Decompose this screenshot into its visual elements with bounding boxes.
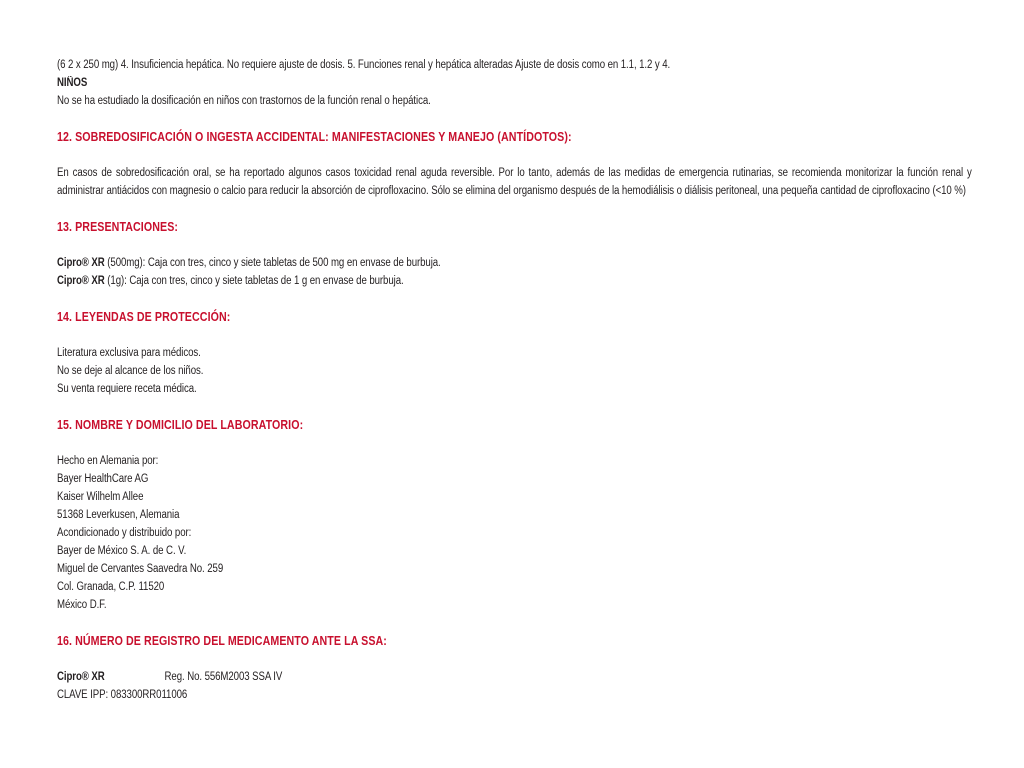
presentation-item <box>57 272 826 290</box>
presentation-brand: Cipro® XR <box>57 257 105 269</box>
document-page <box>57 56 972 704</box>
laboratory-address-line: México D.F. <box>57 599 107 611</box>
section-12-text: En casos de sobredosificación oral, se ha reportado algunos casos toxicidad renal aguda reversible. Por lo tanto, además de las medidas de emergencia rutinarias, se recomienda monitorizar la función renal y administrar antiácidos con magnesio o calcio para reducir la absorción de ciprofloxacino. Sólo se elimina del organismo después de la hemodiálisis o diálisis peritoneal, una pequeña cantidad de ciprofloxacino (<10 %) <box>57 167 972 197</box>
registration-row <box>57 668 826 686</box>
laboratory-address-line: Miguel de Cervantes Saavedra No. 259 <box>57 563 224 575</box>
protection-legend-line: Su venta requiere receta médica. <box>57 383 197 395</box>
presentation-text: Caja con tres, cinco y siete tabletas de 500 mg en envase de burbuja. <box>145 257 441 269</box>
registration-number: Reg. No. 556M2003 SSA IV <box>164 671 283 683</box>
presentation-item <box>57 254 826 272</box>
laboratory-address-line: 51368 Leverkusen, Alemania <box>57 509 180 521</box>
section-12-heading: 12. SOBREDOSIFICACIÓN O INGESTA ACCIDENTAL: MANIFESTACIONES Y MANEJO (ANTÍDOTOS): <box>57 129 572 144</box>
section-15-heading: 15. NOMBRE Y DOMICILIO DEL LABORATORIO: <box>57 417 304 432</box>
laboratory-address-line: Acondicionado y distribuido por: <box>57 527 192 539</box>
laboratory-address-line: Col. Granada, C.P. 11520 <box>57 581 165 593</box>
laboratory-address-line: Hecho en Alemania por: <box>57 455 159 467</box>
intro-dosage-line: (6 2 x 250 mg) 4. Insuficiencia hepática. No requiere ajuste de dosis. 5. Funciones renal y hepática alteradas Ajuste de dosis como en 1.1, 1.2 y 4. <box>57 59 671 71</box>
presentation-dose: (500mg): <box>104 257 146 269</box>
laboratory-address-line: Bayer de México S. A. de C. V. <box>57 545 187 557</box>
laboratory-address-line: Bayer HealthCare AG <box>57 473 149 485</box>
presentation-text: Caja con tres, cinco y siete tabletas de 1 g en envase de burbuja. <box>126 275 404 287</box>
children-heading: NIÑOS <box>57 77 88 89</box>
section-14-heading: 14. LEYENDAS DE PROTECCIÓN: <box>57 309 231 324</box>
laboratory-address-line: Kaiser Wilhelm Allee <box>57 491 144 503</box>
protection-legend-line: Literatura exclusiva para médicos. <box>57 347 201 359</box>
presentation-dose: (1g): <box>104 275 127 287</box>
protection-legend-line: No se deje al alcance de los niños. <box>57 365 204 377</box>
children-text: No se ha estudiado la dosificación en niños con trastornos de la función renal o hepática. <box>57 95 431 107</box>
section-16-heading: 16. NÚMERO DE REGISTRO DEL MEDICAMENTO ANTE LA SSA: <box>57 633 387 648</box>
registration-brand: Cipro® XR <box>57 671 105 683</box>
section-13-heading: 13. PRESENTACIONES: <box>57 219 179 234</box>
clave-ipp: CLAVE IPP: 083300RR011006 <box>57 689 188 701</box>
presentation-brand: Cipro® XR <box>57 275 105 287</box>
